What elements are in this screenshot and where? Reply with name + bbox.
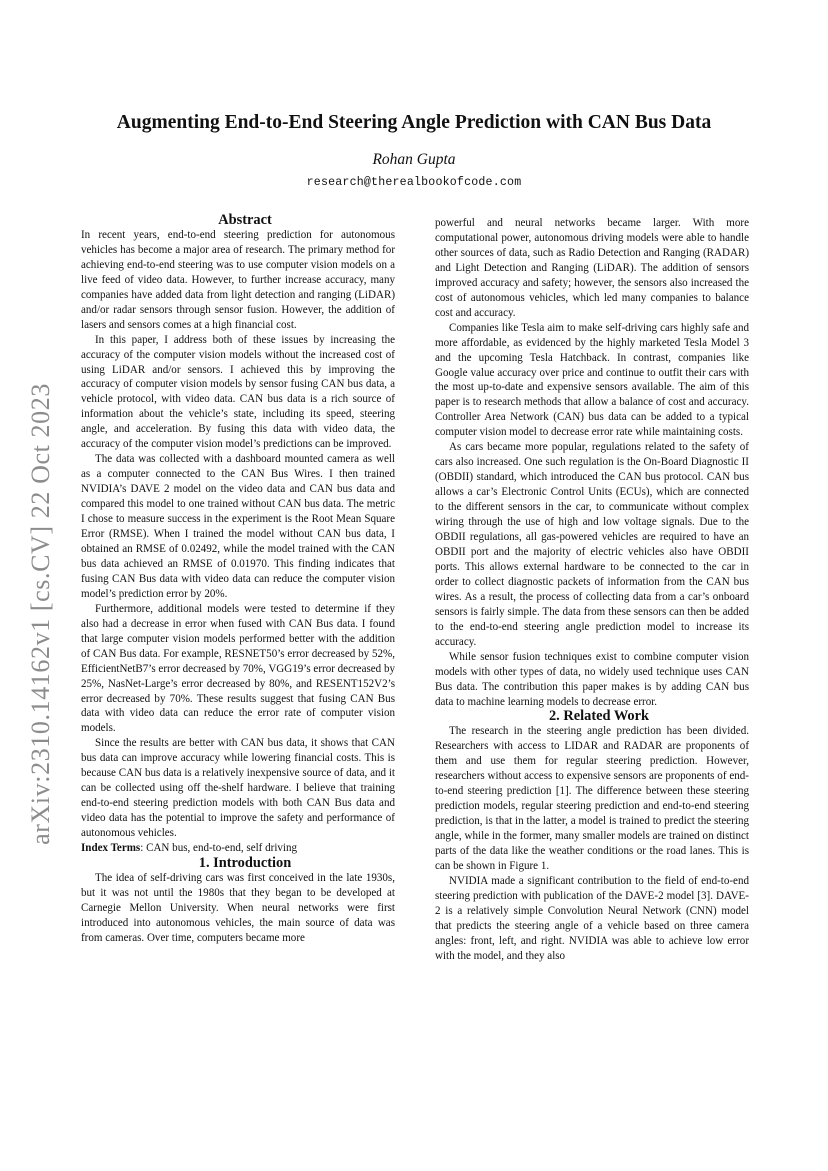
arxiv-identifier-text: arXiv:2310.14162v1 [cs.CV] 22 Oct 2023 (26, 383, 56, 845)
introduction-paragraph: The idea of self-driving cars was first conceived in the late 1930s, but it was not until the 1980s that they began to be developed at Carnegie Mellon University. When neural networks were first introduced into autonomous vehicles, the main source of data was from cameras. Over time, computers became more (81, 871, 395, 944)
introduction-paragraph: As cars became more popular, regulations related to the safety of cars also increased. One such regulation is the On-Board Diagnostic II (OBDII) standard, which introduced the CAN bus protocol. CAN bus allows a car’s Electronic Control Units (ECUs), which are connected to the different sensors in the car, to communicate without complex wiring through the use of high and low voltage signals. Due to the OBDII regulations, all gas-powered vehicles are required to have an OBDII port and the majority of electric vehicles also have OBDII ports. This allows external hardware to be connected to the car in order to collect diagnostic packets of information from the CAN bus wires. As a result, the process of collecting data from a car’s onboard sensors is fairly simple. The data from these sensors can then be added to the end-to-end steering angle prediction model to increase its accuracy. (435, 441, 749, 648)
author-email: research@therealbookofcode.com (306, 176, 522, 189)
index-terms (81, 841, 395, 856)
abstract-heading: Abstract (218, 212, 272, 228)
abstract-paragraph: The data was collected with a dashboard mounted camera as well as a computer connected to the CAN Bus Wires. I then trained NVIDIA’s DAVE 2 model on the video data and CAN bus data and compared this model to one trained without CAN bus data. The metric I chose to measure success in the experiment is the Root Mean Square Error (RMSE). When I trained the model without CAN bus data, I obtained an RMSE of 0.02492, while the model trained with the CAN bus data achieved an RMSE of 0.01970. This finding indicates that fusing CAN Bus data with video data can reduce the computer vision model’s prediction error by 20%. (81, 453, 395, 600)
introduction-heading: 1. Introduction (198, 854, 292, 871)
related-work-paragraph: The research in the steering angle prediction has been divided. Researchers with access to LIDAR and RADAR are proponents of them and use them for regular steering prediction. However, researchers without access to expensive sensors are proponents of end-to-end steering prediction [1]. The difference between these steering prediction models, regular steering prediction and end-to-end steering prediction, is that in the latter, a model is trained to predict the steering angle, while in the former, many smaller models are trained on distinct parts of the data like the weather conditions or the road lanes. This is can be shown in Figure 1. (435, 725, 749, 872)
related-work-heading: 2. Related Work (548, 708, 650, 725)
introduction-paragraph-continued: powerful and neural networks became larger. With more computational power, autonomous driving models were able to handle other sources of data, such as Radio Detection and Ranging (RADAR) and Light Detection and Ranging (LiDAR). The addition of sensors improved accuracy and safety; however, the sensors also increased the cost of autonomous vehicles, which led many companies to balance cost and accuracy. (435, 217, 749, 319)
abstract-paragraph: In recent years, end-to-end steering prediction for autonomous vehicles has become a major area of research. The primary method for achieving end-to-end steering was to use computer vision models on a live feed of video data. However, to further increase accuracy, many companies have added data from light detection and ranging (LiDAR) and/or radar sensors through sensor fusion. However, the addition of lasers and sensors comes at a high financial cost. (81, 228, 395, 331)
paper-title: Augmenting End-to-End Steering Angle Prediction with CAN Bus Data (116, 112, 712, 133)
left-column (81, 213, 395, 946)
index-terms-list: : CAN bus, end-to-end, self driving (140, 842, 298, 855)
right-column (435, 216, 749, 964)
related-work-paragraph: NVIDIA made a significant contribution to the field of end-to-end steering prediction with publication of the DAVE-2 model [3]. DAVE-2 is a relatively simple Convolution Neural Network (CNN) model that predicts the steering angle of a vehicle based on three camera angles: front, left, and right. NVIDIA was able to achieve low error with the model, and they also (435, 874, 749, 962)
abstract-paragraph: In this paper, I address both of these issues by increasing the accuracy of the computer vision models without the increased cost of using LiDAR and/or sensors. I achieved this by improving the accuracy of computer vision models by sensor fusing CAN bus data, a vehicle protocol, with video data. CAN bus data is a rich source of information about the vehicle’s state, including its speed, steering angle, and acceleration. By fusing this data with video data, the accuracy of the computer vision model’s predictions can be improved. (81, 333, 395, 451)
index-terms-label: Index Terms (81, 842, 141, 855)
introduction-paragraph: While sensor fusion techniques exist to combine computer vision models with other types of data, no widely used technique uses CAN Bus data. The contribution this paper makes is by adding CAN bus data to machine learning models to decrease error. (435, 650, 749, 708)
abstract-paragraph: Since the results are better with CAN bus data, it shows that CAN bus data can improve accuracy while lowering financial costs. This is because CAN bus data is a relatively inexpensive source of data, and it can be collected using off the-shelf hardware. I believe that training end-to-end steering prediction models with both CAN Bus data and video data has the potential to improve the safety and performance of autonomous vehicles. (81, 737, 395, 840)
arxiv-identifier-stamp (17, 364, 65, 864)
author-name: Rohan Gupta (372, 151, 456, 168)
introduction-paragraph: Companies like Tesla aim to make self-driving cars highly safe and more affordable, as evidenced by the highly marketed Tesla Model 3 and the upcoming Tesla Hatchback. In contrast, companies like Google value accuracy over price and continue to outfit their cars with the most up-to-date and expensive sensors available. The aim of this paper is to research methods that allow a balance of cost and accuracy. Controller Area Network (CAN) bus data can be added to a typical computer vision model to decrease error rate while maintaining costs. (435, 321, 749, 439)
abstract-paragraph: Furthermore, additional models were tested to determine if they also had a decrease in error when fused with CAN Bus data. I found that large computer vision models performed better with the addition of CAN Bus data. For example, RESNET50’s error decreased by 52%, EfficientNetB7’s error decreased by 70%, VGG19’s error decreased by 25%, NasNet-Large’s error decreased by 80%, and RESENT152V2’s error decreased by 70%. These results suggest that fusing CAN Bus data with video data can reduce the error rate of computer vision models. (81, 602, 396, 735)
